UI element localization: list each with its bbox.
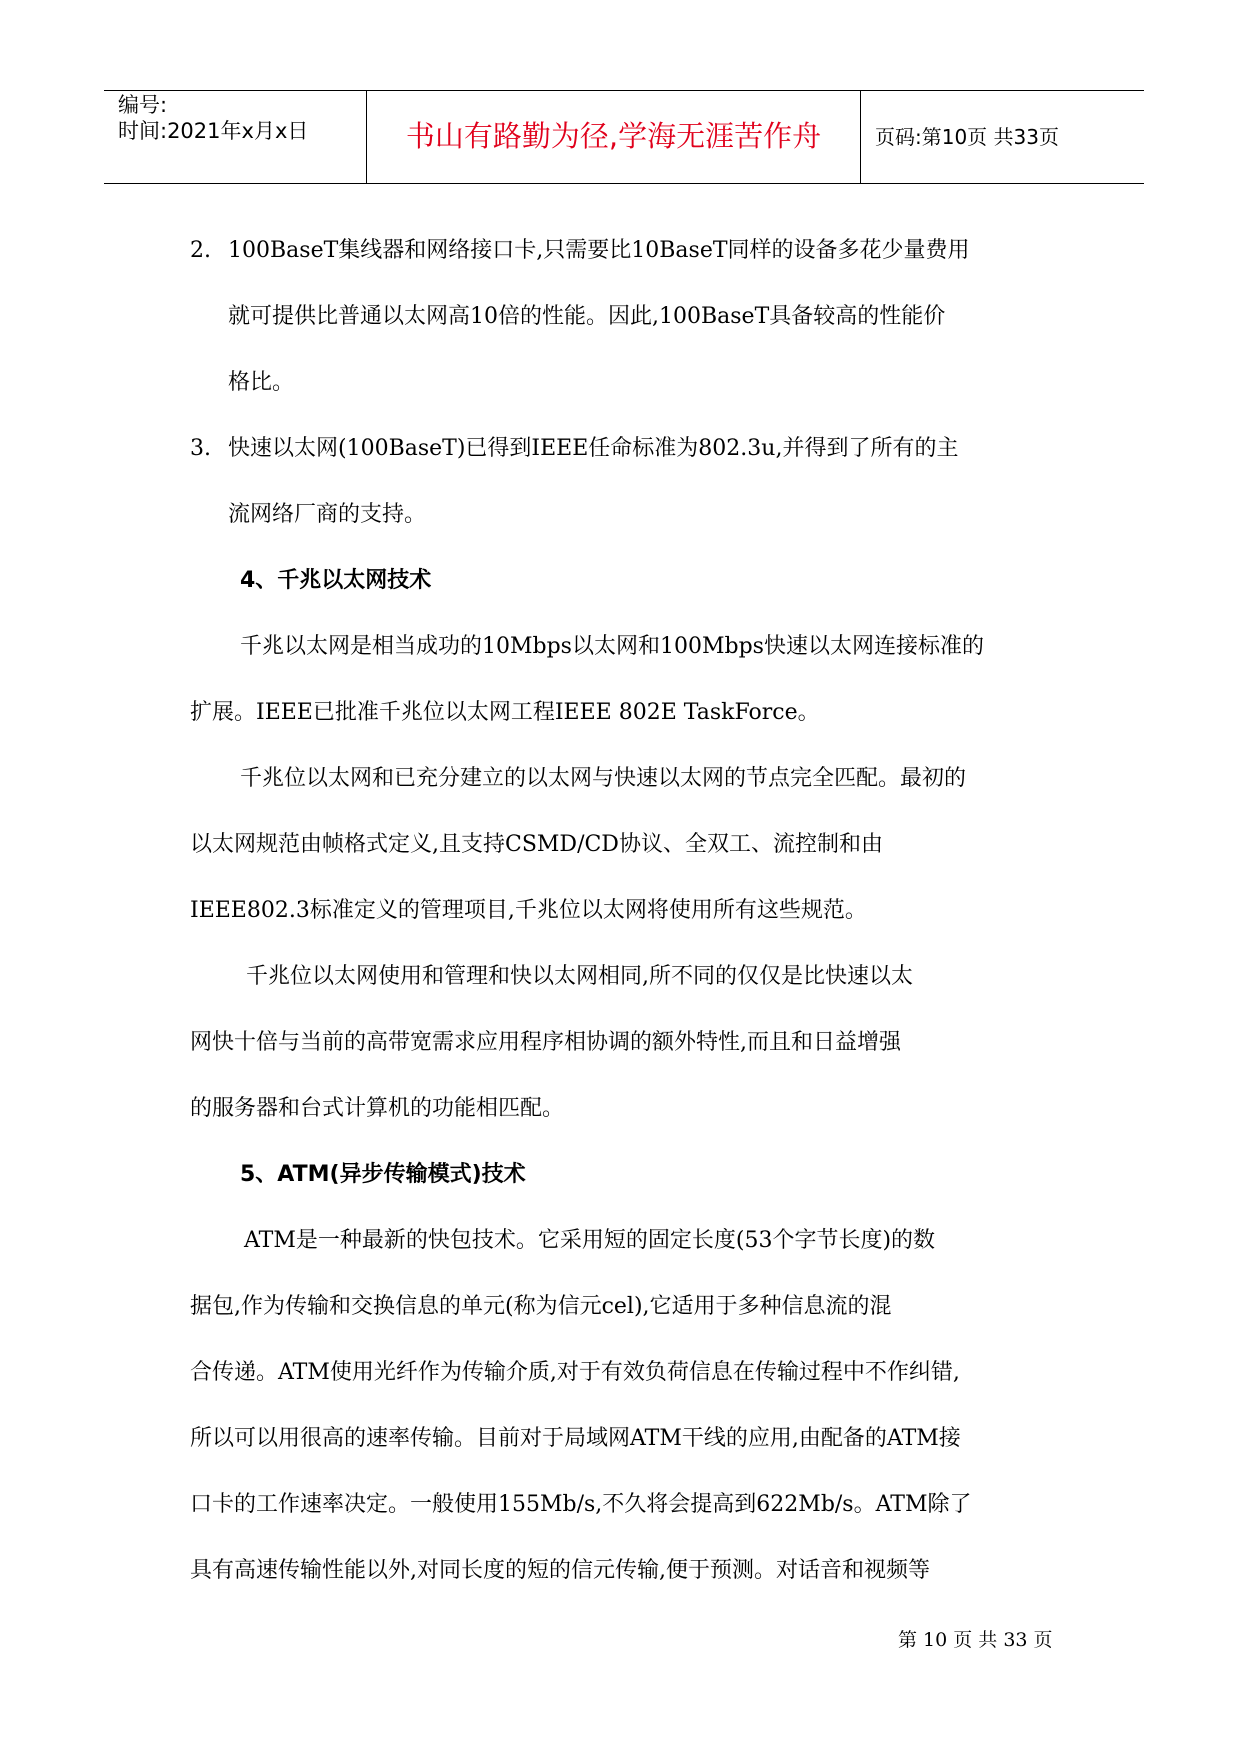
header-meta-cell: [104, 91, 366, 183]
text-line: IEEE802.3标准定义的管理项目,千兆位以太网将使用所有这些规范。: [190, 898, 867, 923]
section-heading-gigabit-ethernet: 4、千兆以太网技术: [240, 568, 432, 593]
text-line: 据包,作为传输和交换信息的单元(称为信元cel),它适用于多种信息流的混: [190, 1294, 892, 1319]
text-line: 100BaseT集线器和网络接口卡,只需要比10BaseT同样的设备多花少量费用: [228, 238, 970, 263]
text-line: 千兆位以太网使用和管理和快以太网相同,所不同的仅仅是比快速以太: [246, 964, 913, 989]
page-footer-number: 第 10 页 共 33 页: [898, 1629, 1053, 1651]
text-line: 口卡的工作速率决定。一般使用155Mb/s,不久将会提高到622Mb/s。ATM除了: [190, 1492, 972, 1517]
text-line: ATM是一种最新的快包技术。它采用短的固定长度(53个字节长度)的数: [244, 1228, 936, 1253]
page-header: [104, 90, 1144, 184]
header-motto-cell: [366, 91, 861, 183]
text-line: 网快十倍与当前的高带宽需求应用程序相协调的额外特性,而且和日益增强: [190, 1030, 901, 1055]
text-line: 格比。: [228, 370, 295, 395]
list-number: 2.: [190, 238, 211, 263]
paragraph: [190, 614, 1060, 746]
text-line: 合传递。ATM使用光纤作为传输介质,对于有效负荷信息在传输过程中不作纠错,: [190, 1360, 960, 1385]
text-line: 的服务器和台式计算机的功能相匹配。: [190, 1096, 565, 1121]
text-line: 就可提供比普通以太网高10倍的性能。因此,100BaseT具备较高的性能价: [228, 304, 946, 329]
list-item-2: [190, 218, 1060, 416]
list-item-3: [190, 416, 1060, 548]
text-line: 扩展。IEEE已批准千兆位以太网工程IEEE 802E TaskForce。: [190, 700, 820, 725]
paragraph: [190, 746, 1060, 944]
paragraph: [190, 1208, 1060, 1604]
text-line: 千兆位以太网和已充分建立的以太网与快速以太网的节点完全匹配。最初的: [240, 766, 967, 791]
header-motto: 书山有路勤为径,学海无涯苦作舟: [405, 119, 822, 153]
header-page-cell: [861, 91, 1144, 183]
list-number: 3.: [190, 436, 211, 461]
text-line: 流网络厂商的支持。: [228, 502, 427, 527]
document-number-label: 编号:: [118, 93, 168, 117]
text-line: 具有高速传输性能以外,对同长度的短的信元传输,便于预测。对话音和视频等: [190, 1558, 930, 1583]
section-heading-atm: 5、ATM(异步传输模式)技术: [240, 1162, 526, 1187]
document-time-label: 时间:2021年x月x日: [118, 119, 309, 143]
text-line: 以太网规范由帧格式定义,且支持CSMD/CD协议、全双工、流控制和由: [190, 832, 883, 857]
text-line: 千兆以太网是相当成功的10Mbps以太网和100Mbps快速以太网连接标准的: [240, 634, 984, 659]
paragraph: [190, 944, 1060, 1142]
text-line: 快速以太网(100BaseT)已得到IEEE任命标准为802.3u,并得到了所有的主: [228, 436, 959, 461]
text-line: 所以可以用很高的速率传输。目前对于局域网ATM干线的应用,由配备的ATM接: [190, 1426, 961, 1451]
document-body: [190, 218, 1060, 1604]
header-page-info: 页码:第10页 共33页: [875, 125, 1059, 149]
